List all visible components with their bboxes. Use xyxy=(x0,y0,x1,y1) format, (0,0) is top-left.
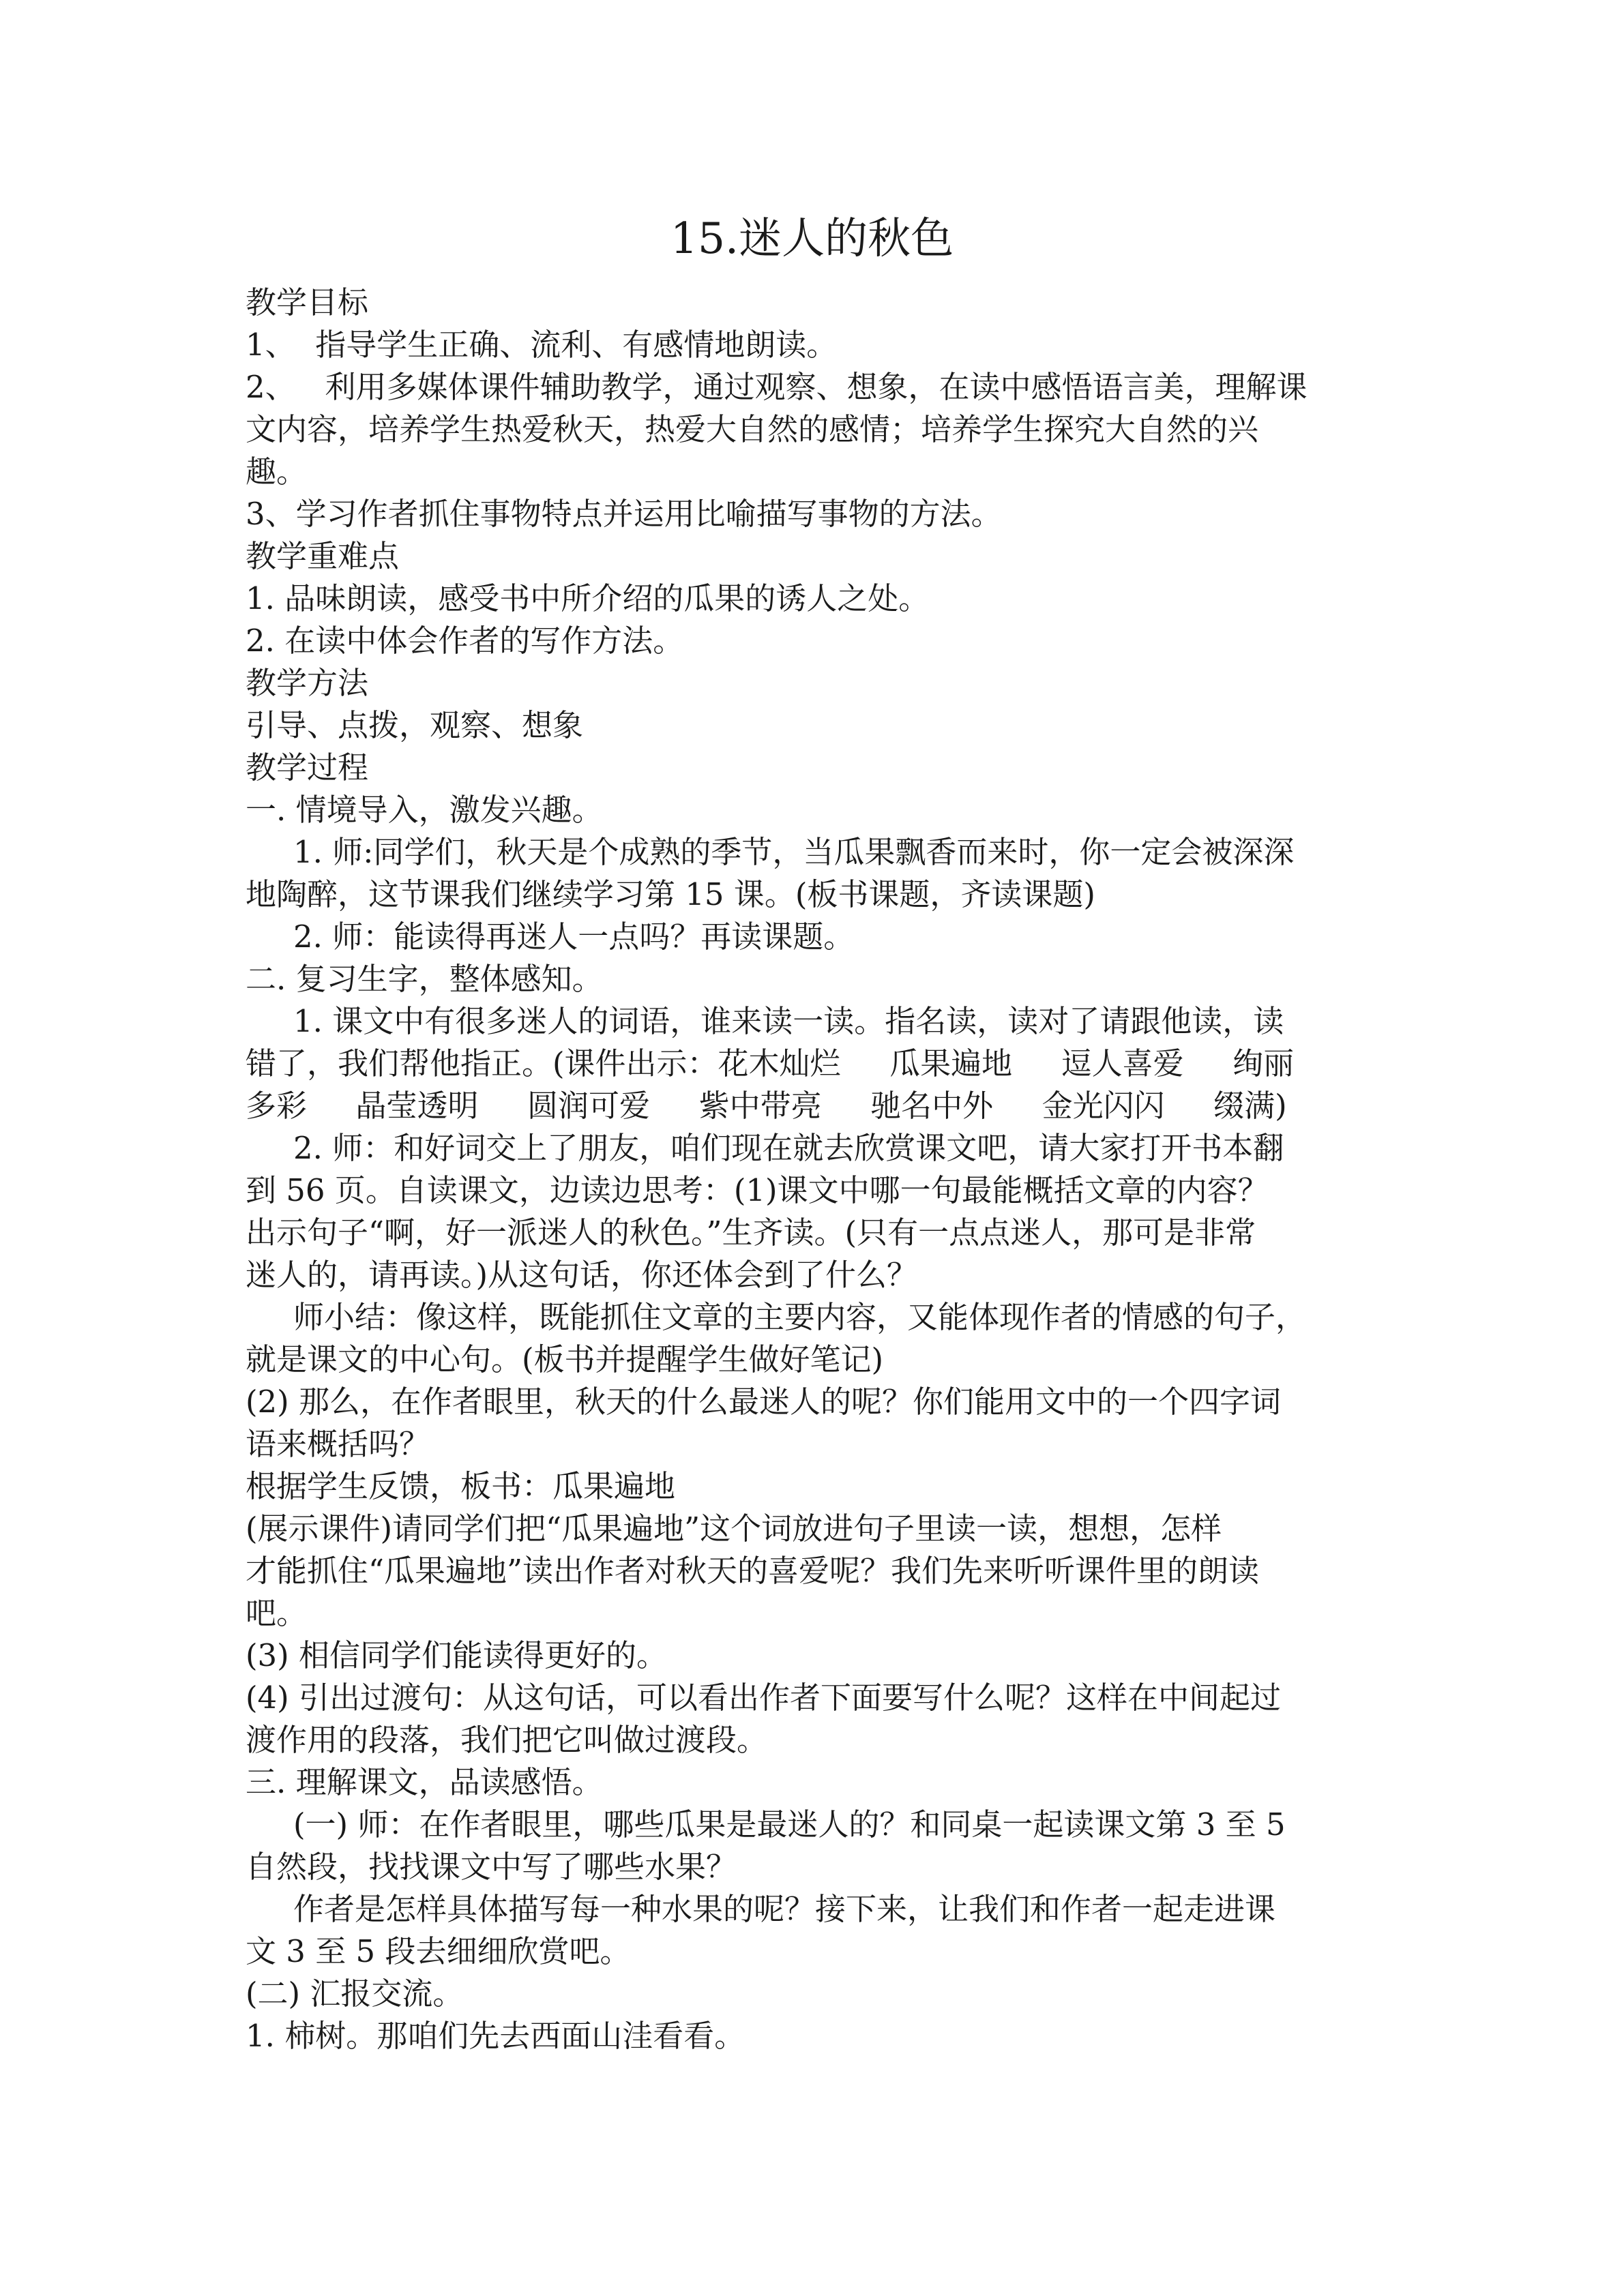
paragraph-line: 3、学习作者抓住事物特点并运用比喻描写事物的方法。 xyxy=(246,496,1002,532)
section-heading: 教学目标 xyxy=(246,284,369,320)
paragraph-line: 1. 柿树。那咱们先去西面山洼看看。 xyxy=(246,2018,745,2054)
paragraph-line: (二) 汇报交流。 xyxy=(246,1976,464,2012)
paragraph-line: 2. 师：和好词交上了朋友，咱们现在就去欣赏课文吧，请大家打开书本翻 xyxy=(293,1130,1284,1166)
paragraph-line: 多彩 晶莹透明 圆润可爱 紫中带亮 驰名中外 金光闪闪 缀满) xyxy=(246,1088,1287,1124)
paragraph-line: (一) 师：在作者眼里，哪些瓜果是最迷人的？和同桌一起读课文第 3 至 5 xyxy=(293,1806,1286,1843)
paragraph-line: (4) 引出过渡句：从这句话，可以看出作者下面要写什么呢？这样在中间起过 xyxy=(246,1680,1282,1716)
paragraph-line: 作者是怎样具体描写每一种水果的呢？接下来，让我们和作者一起走进课 xyxy=(293,1891,1276,1927)
paragraph-line: 才能抓住“瓜果遍地”读出作者对秋天的喜爱呢？我们先来听听课件里的朗读 xyxy=(246,1553,1260,1589)
paragraph-line: 语来概括吗？ xyxy=(246,1426,430,1462)
section-heading: 教学过程 xyxy=(246,749,369,786)
paragraph-line: 三. 理解课文，品读感悟。 xyxy=(246,1764,603,1800)
paragraph-line: 1、 指导学生正确、流利、有感情地朗读。 xyxy=(246,327,838,363)
paragraph-line: 渡作用的段落，我们把它叫做过渡段。 xyxy=(246,1722,768,1758)
paragraph-line: 根据学生反馈，板书：瓜果遍地 xyxy=(246,1468,676,1504)
paragraph-line: 二. 复习生字，整体感知。 xyxy=(246,961,603,997)
paragraph-line: 2. 师：能读得再迷人一点吗？再读课题。 xyxy=(293,919,855,955)
paragraph-line: 一. 情境导入，激发兴趣。 xyxy=(246,792,603,828)
paragraph-line: 1. 师:同学们，秋天是个成熟的季节，当瓜果飘香而来时，你一定会被深深 xyxy=(293,834,1295,870)
paragraph-line: 迷人的，请再读。)从这句话，你还体会到了什么？ xyxy=(246,1257,918,1293)
paragraph-line: 自然段，找找课文中写了哪些水果？ xyxy=(246,1849,737,1885)
paragraph-line: (2) 那么，在作者眼里，秋天的什么最迷人的呢？你们能用文中的一个四字词 xyxy=(246,1384,1282,1420)
paragraph-line: 地陶醉，这节课我们继续学习第 15 课。(板书课题，齐读课题) xyxy=(246,876,1095,912)
paragraph-line: 2. 在读中体会作者的写作方法。 xyxy=(246,623,684,659)
section-heading: 教学重难点 xyxy=(246,538,400,574)
paragraph-line: 引导、点拨，观察、想象 xyxy=(246,707,584,743)
paragraph-line: 文 3 至 5 段去细细欣赏吧。 xyxy=(246,1933,631,1969)
paragraph-line: 师小结：像这样，既能抓住文章的主要内容，又能体现作者的情感的句子， xyxy=(293,1299,1307,1335)
paragraph-line: 1. 品味朗读，感受书中所介绍的瓜果的诱人之处。 xyxy=(246,580,930,616)
paragraph-line: 文内容，培养学生热爱秋天，热爱大自然的感情；培养学生探究大自然的兴 xyxy=(246,411,1259,447)
paragraph-line: 就是课文的中心句。(板书并提醒学生做好笔记) xyxy=(246,1341,884,1377)
paragraph-line: 2、 利用多媒体课件辅助教学，通过观察、想象，在读中感悟语言美，理解课 xyxy=(246,369,1308,405)
section-heading: 教学方法 xyxy=(246,665,369,701)
document-title: 15.迷人的秋色 xyxy=(670,213,954,263)
paragraph-line: (展示课件)请同学们把“瓜果遍地”这个词放进句子里读一读，想想，怎样 xyxy=(246,1510,1222,1547)
document-body xyxy=(246,282,1378,2057)
paragraph-line: 到 56 页。自读课文，边读边思考：(1)课文中哪一句最能概括文章的内容？ xyxy=(246,1172,1269,1208)
paragraph-line: 错了，我们帮他指正。(课件出示：花木灿烂 瓜果遍地 逗人喜爱 绚丽 xyxy=(246,1045,1295,1082)
paragraph-line: 吧。 xyxy=(246,1595,308,1631)
paragraph-line: 出示句子“啊，好一派迷人的秋色。”生齐读。(只有一点点迷人，那可是非常 xyxy=(246,1214,1256,1251)
paragraph-line: 1. 课文中有很多迷人的词语，谁来读一读。指名读，读对了请跟他读，读 xyxy=(293,1003,1284,1039)
paragraph-line: 趣。 xyxy=(246,453,308,490)
paragraph-line: (3) 相信同学们能读得更好的。 xyxy=(246,1637,668,1673)
